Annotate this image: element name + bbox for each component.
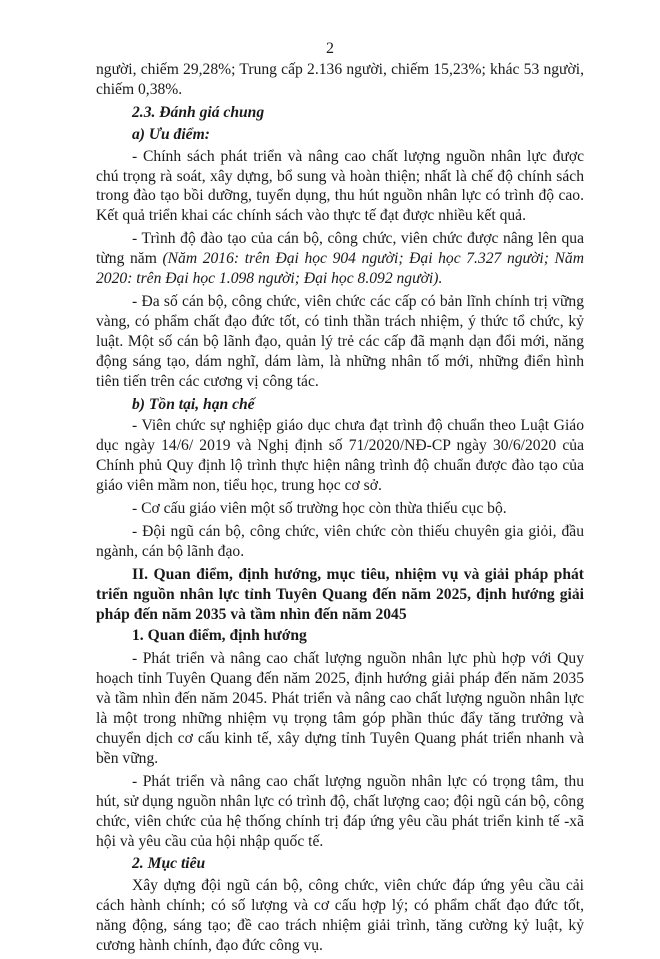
paragraph-quality: - Phát triển và nâng cao chất lượng nguồn nhân lực có trọng tâm, thu hút, sử dụng nguồn nhân lực có trình độ, chất lượng cao; đội ngũ cán bộ, công chức, viên chức của hệ thống chính trị đáp ứng yêu cầu phát triển kinh tế -xã hội và yêu cầu của hội nhập quốc tế. — [96, 772, 584, 850]
paragraph-training-level — [96, 229, 584, 289]
paragraph-workforce-stats: người, chiếm 29,28%; Trung cấp 2.136 người, chiếm 15,23%; khác 53 người, chiếm 0,38%. — [96, 61, 584, 98]
heading-viewpoints: 1. Quan điểm, định hướng — [132, 627, 307, 645]
heading-advantages: a) Ưu điểm: — [132, 125, 210, 143]
heading-goals: 2. Mục tiêu — [132, 855, 206, 873]
paragraph-development: - Phát triển và nâng cao chất lượng nguồn nhân lực phù hợp với Quy hoạch tỉnh Tuyên Quang đến năm 2025, định hướng giải pháp đến năm 2035 và tầm nhìn đến năm 2045. Phát triển và nâng cao chất lượng nguồn nhân lực là một trong những nhiệm vụ trọng tâm góp phần thúc đẩy tăng trưởng và chuyển dịch cơ cấu kinh tế, xây dựng tỉnh Tuyên Quang phát triển nhanh và bền vững. — [96, 650, 584, 767]
paragraph-expert-shortage: - Đội ngũ cán bộ, công chức, viên chức còn thiếu chuyên gia giỏi, đầu ngành, cán bộ lãnh đạo. — [96, 522, 584, 560]
training-level-figures: (Năm 2016: trên Đại học 904 người; Đại học 7.327 người; Năm 2020: trên Đại học 1.098 người; Đại học 8.092 người). — [96, 250, 584, 288]
heading-2-3: 2.3. Đánh giá chung — [132, 103, 265, 121]
paragraph-policy: - Chính sách phát triển và nâng cao chất lượng nguồn nhân lực được chú trọng rà soát, xây dựng, bổ sung và hoàn thiện; nhất là chế độ chính sách trong đào tạo bồi dưỡng, tuyển dụng, thu hút nguồn nhân lực có trình độ cao. Kết quả triển khai các chính sách vào thực tế đạt được nhiều kết quả. — [96, 147, 584, 225]
document-body — [96, 60, 584, 959]
page-number: 2 — [326, 40, 334, 57]
heading-section-ii: II. Quan điểm, định hướng, mục tiêu, nhiệm vụ và giải pháp phát triển nguồn nhân lực tỉnh Tuyên Quang đến năm 2025, định hướng giải pháp đến năm 2035 và tầm nhìn đến năm 2045 — [96, 565, 584, 623]
paragraph-cadres: - Đa số cán bộ, công chức, viên chức các cấp có bản lĩnh chính trị vững vàng, có phẩm chất đạo đức tốt, có tinh thần trách nhiệm, ý thức tổ chức, kỷ luật. Một số cán bộ lãnh đạo, quản lý trẻ các cấp đã mạnh dạn đổi mới, năng động sáng tạo, dám nghĩ, dám làm, là những nhân tố mới, những điển hình tiên tiến trên các cương vị công tác. — [96, 292, 584, 390]
paragraph-teacher-structure: - Cơ cấu giáo viên một số trường học còn thừa thiếu cục bộ. — [132, 500, 507, 518]
heading-limitations: b) Tồn tại, hạn chế — [132, 395, 255, 413]
paragraph-education-staff: - Viên chức sự nghiệp giáo dục chưa đạt trình độ chuẩn theo Luật Giáo dục ngày 14/6/ 2019 và Nghị định số 71/2020/NĐ-CP ngày 30/6/2020 của Chính phủ Quy định lộ trình thực hiện nâng trình độ chuẩn được đào tạo của giáo viên mầm non, tiểu học, trung học cơ sở. — [96, 417, 584, 495]
training-level-text: - Trình độ đào tạo của cán bộ, công chức, viên chức được nâng lên qua từng năm — [96, 230, 584, 268]
paragraph-goal-text: Xây dựng đội ngũ cán bộ, công chức, viên chức đáp ứng yêu cầu cải cách hành chính; có số lượng và cơ cấu hợp lý; có phẩm chất đạo đức tốt, năng động, sáng tạo; đề cao trách nhiệm giải trình, tăng cường kỷ luật, kỷ cương hành chính, đạo đức công vụ. — [96, 877, 584, 955]
